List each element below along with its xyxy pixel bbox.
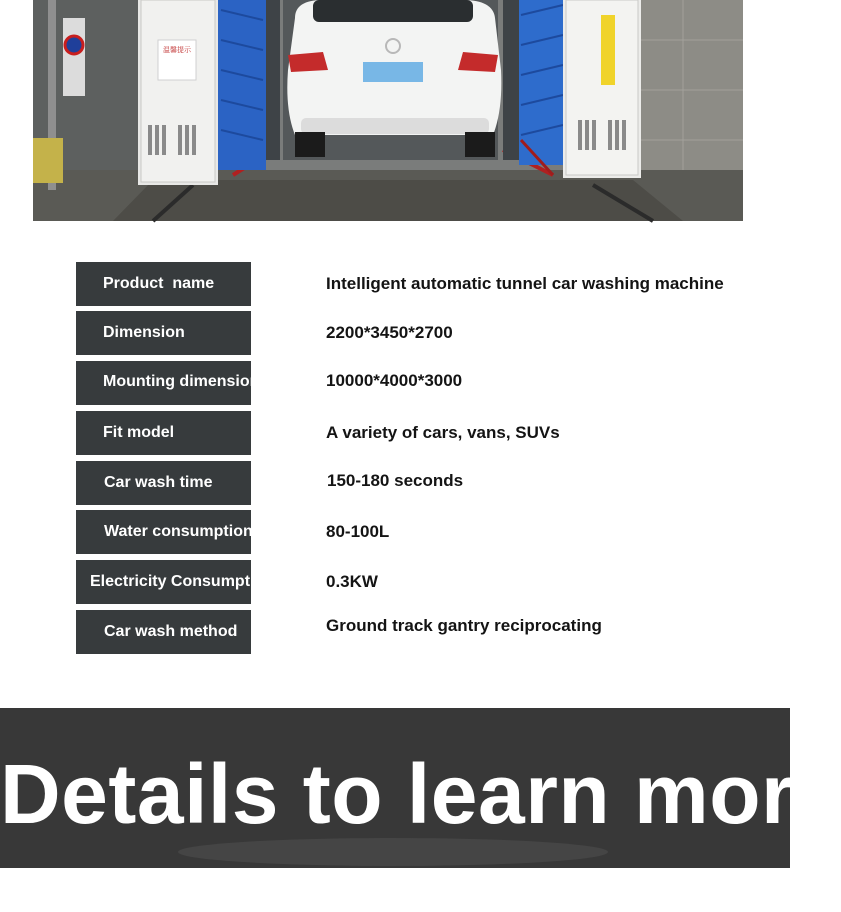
spec-row-dimension xyxy=(76,311,756,355)
spec-label: Car wash time xyxy=(76,461,251,505)
spec-value: 150-180 seconds xyxy=(327,471,464,490)
spec-value: Ground track gantry reciprocating xyxy=(326,616,602,635)
spec-row-product-name xyxy=(76,262,756,306)
product-photo xyxy=(33,0,743,221)
spec-label: Mounting dimensions xyxy=(76,361,251,405)
spec-row-mounting-dimensions xyxy=(76,361,756,405)
spec-label: Electricity Consumption xyxy=(76,560,251,604)
details-banner xyxy=(0,708,841,868)
spec-value: Intelligent automatic tunnel car washing machine xyxy=(326,274,724,293)
spec-row-car-wash-method xyxy=(76,610,756,654)
spec-row-fit-model xyxy=(76,411,756,455)
spec-label: Dimension xyxy=(76,311,251,355)
spec-value: 2200*3450*2700 xyxy=(326,323,453,342)
spec-value: 80-100L xyxy=(326,522,390,541)
spec-value: A variety of cars, vans, SUVs xyxy=(326,423,560,442)
spec-value: 10000*4000*3000 xyxy=(326,371,463,390)
spec-value: 0.3KW xyxy=(326,572,378,591)
spec-row-car-wash-time xyxy=(76,461,756,505)
spec-label: Car wash method xyxy=(76,610,251,654)
spec-label: Water consumption xyxy=(76,510,251,554)
spec-label: Fit model xyxy=(76,411,251,455)
banner-title: Details to learn more xyxy=(0,747,841,841)
svg-text:温馨提示: 温馨提示 xyxy=(163,46,191,54)
spec-row-water-consumption xyxy=(76,510,756,554)
spec-label: Product name xyxy=(76,262,251,306)
spec-row-electricity-consumption xyxy=(76,560,756,604)
